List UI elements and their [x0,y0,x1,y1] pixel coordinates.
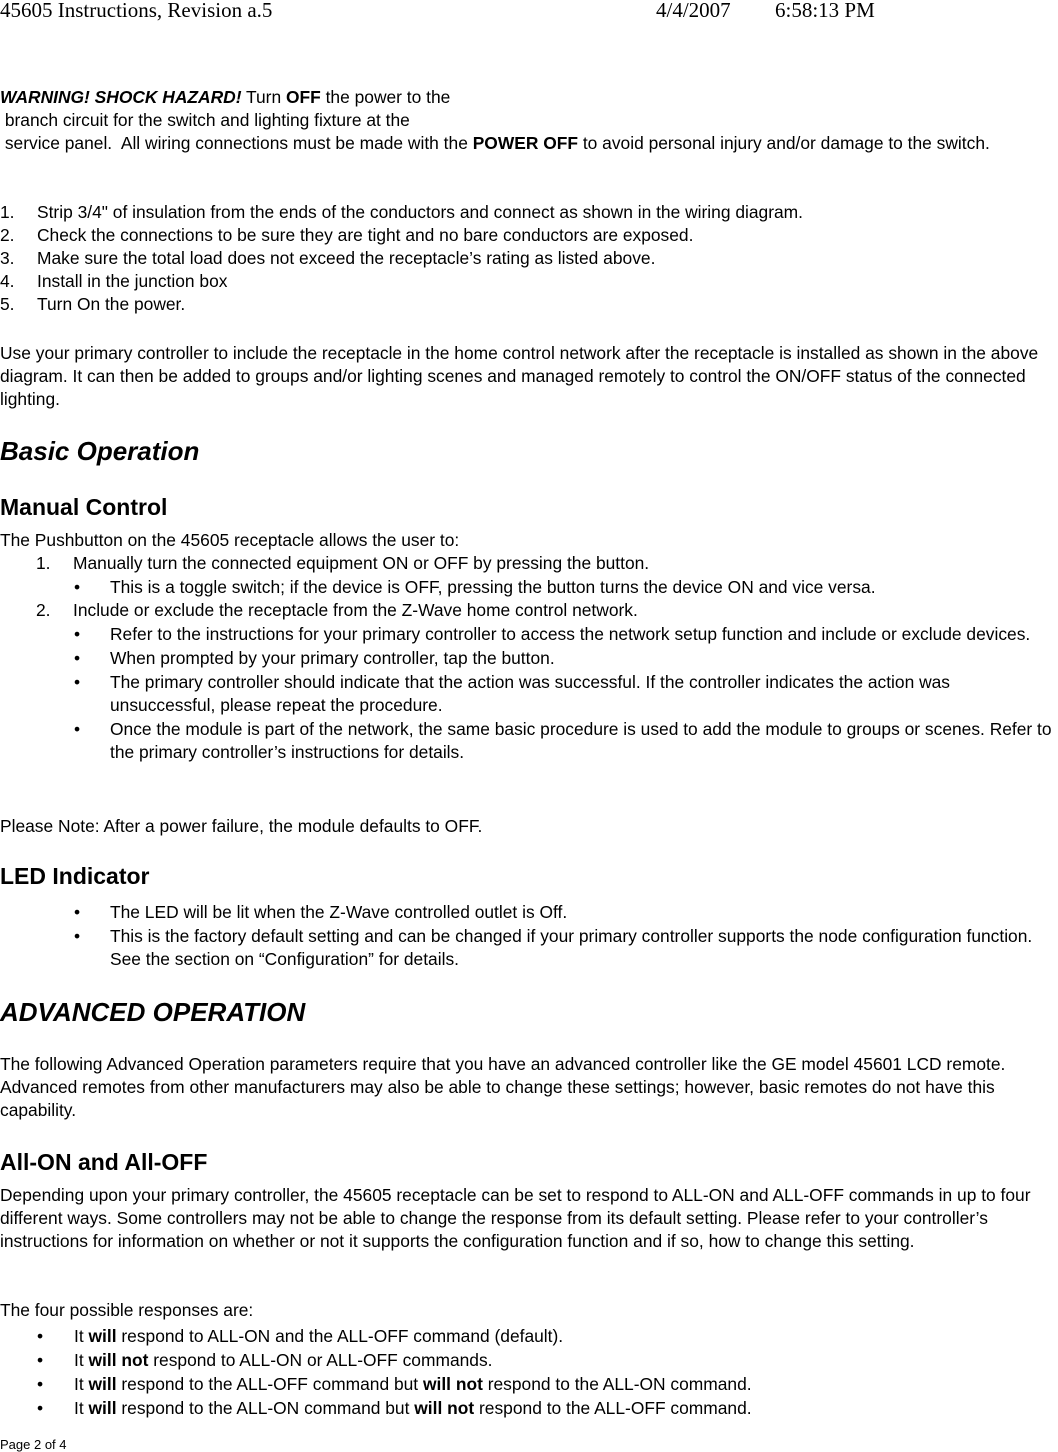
all-on-all-off-paragraph: Depending upon your primary controller, the 45605 receptacle can be set to respond to ALL-ON and ALL-OFF commands in up to four different ways. Some controllers may not be able to change the response from its default setting. Please refer to your controller’s instructions for information on whether or not it supports the configuration function and if so, how to change this setting. [0,1185,1031,1251]
list-number: 2. [36,600,51,620]
advanced-operation-heading: ADVANCED OPERATION [0,997,306,1027]
list-number: 5. [0,294,15,314]
list-item [0,247,1056,270]
manual-control-heading: Manual Control [0,494,168,520]
list-number: 3. [0,248,15,268]
bullet-text: This is a toggle switch; if the device is OFF, pressing the button turns the device ON and vice versa. [110,577,876,597]
warning-power-off: POWER OFF [472,133,579,153]
list-item [0,201,1056,224]
bullet-icon: • [74,672,81,692]
response-text: It [74,1326,89,1346]
list-item [0,270,1056,293]
response-emphasis: will not [414,1398,475,1418]
bullet-item [0,1325,1056,1348]
bullet-icon: • [74,719,81,739]
responses-list [0,1324,1056,1420]
response-text: respond to the ALL-OFF command. [474,1398,752,1418]
response-emphasis: will [88,1398,117,1418]
advanced-paragraph: The following Advanced Operation parameters require that you have an advanced controller like the GE model 45601 LCD remote. Advanced remotes from other manufacturers may also be able to change these settings; however, basic remotes do not have this capability. [0,1054,1006,1120]
warning-text: Turn [241,87,286,107]
response-emphasis: will [88,1326,117,1346]
list-text: Turn On the power. [37,294,186,314]
responses-intro: The four possible responses are: [0,1300,254,1320]
bullet-item [0,925,1056,971]
bullet-item [0,576,1056,599]
page-number: Page 2 of 4 [0,1437,67,1452]
bullet-icon: • [37,1350,44,1370]
list-number: 4. [0,271,15,291]
bullet-item [0,1397,1056,1420]
bullet-icon: • [37,1398,44,1418]
all-on-all-off-heading: All-ON and All-OFF [0,1149,208,1175]
bullet-item [0,1373,1056,1396]
response-text: respond to the ALL-OFF command but [116,1374,423,1394]
warning-text: service panel. All wiring connections must be made with the [0,133,473,153]
response-emphasis: will [88,1374,117,1394]
bullet-icon: • [74,577,81,597]
bullet-icon: • [74,926,81,946]
bullet-text: Once the module is part of the network, the same basic procedure is used to add the module to groups or scenes. Refer to the primary controller’s instructions for details. [110,719,1052,762]
led-section [0,900,1056,971]
manual-intro: The Pushbutton on the 45605 receptacle allows the user to: [0,530,460,550]
response-text: respond to ALL-ON or ALL-OFF commands. [148,1350,493,1370]
list-text: Install in the junction box [37,271,228,291]
list-text: Check the connections to be sure they are tight and no bare conductors are exposed. [37,225,694,245]
bullet-item [0,671,1056,717]
bullet-text: The LED will be lit when the Z-Wave controlled outlet is Off. [110,902,568,922]
bullet-icon: • [74,648,81,668]
warning-label: WARNING! SHOCK HAZARD! [0,87,242,107]
bullet-item [0,901,1056,924]
warning-text: to avoid personal injury and/or damage to the switch. [578,133,990,153]
warning-off: OFF [285,87,321,107]
basic-operation-heading: Basic Operation [0,436,200,466]
bullet-text: When prompted by your primary controller, tap the button. [110,648,555,668]
manual-control-section [0,529,1056,764]
list-number: 2. [0,225,15,245]
bullet-item [0,647,1056,670]
bullet-icon: • [37,1374,44,1394]
led-indicator-heading: LED Indicator [0,863,150,889]
list-text: Strip 3/4" of insulation from the ends of the conductors and connect as shown in the wiring diagram. [37,202,803,222]
response-text: It [74,1398,89,1418]
intro-paragraph: Use your primary controller to include the receptacle in the home control network after the receptacle is installed as shown in the above diagram. It can then be added to groups and/or lighting scenes and managed remotely to control the ON/OFF status of the connected lighting. [0,343,1039,409]
print-date: 4/4/2007 [656,0,731,22]
bullet-icon: • [37,1326,44,1346]
list-number: 1. [0,202,15,222]
warning-block [0,86,1056,155]
list-item [0,599,1056,622]
power-failure-note: Please Note: After a power failure, the module defaults to OFF. [0,816,483,836]
response-text: respond to the ALL-ON command but [116,1398,415,1418]
bullet-icon: • [74,902,81,922]
document-title: 45605 Instructions, Revision a.5 [0,0,273,22]
bullet-text: This is the factory default setting and can be changed if your primary controller supports the node configuration function. See the section on “Configuration” for details. [110,926,1033,969]
response-text: It [74,1350,89,1370]
bullet-item [0,718,1056,764]
list-number: 1. [36,553,51,573]
list-text: Manually turn the connected equipment ON or OFF by pressing the button. [73,553,650,573]
list-item [0,552,1056,575]
list-item [0,293,1056,316]
install-steps [0,201,1056,316]
bullet-item [0,623,1056,646]
bullet-text: Refer to the instructions for your primary controller to access the network setup function and include or exclude devices. [110,624,1031,644]
warning-text: the power to the [320,87,451,107]
list-item [0,224,1056,247]
print-time: 6:58:13 PM [775,0,875,22]
response-text: It [74,1374,89,1394]
response-text: respond to ALL-ON and the ALL-OFF command (default). [116,1326,564,1346]
response-text: respond to the ALL-ON command. [482,1374,752,1394]
list-text: Make sure the total load does not exceed the receptacle’s rating as listed above. [37,248,656,268]
list-text: Include or exclude the receptacle from the Z-Wave home control network. [73,600,638,620]
bullet-icon: • [74,624,81,644]
bullet-text: The primary controller should indicate that the action was successful. If the controller indicates the action was unsuccessful, please repeat the procedure. [110,672,950,715]
response-emphasis: will not [88,1350,149,1370]
response-emphasis: will not [422,1374,483,1394]
bullet-item [0,1349,1056,1372]
warning-line: branch circuit for the switch and lighting fixture at the [0,110,410,130]
